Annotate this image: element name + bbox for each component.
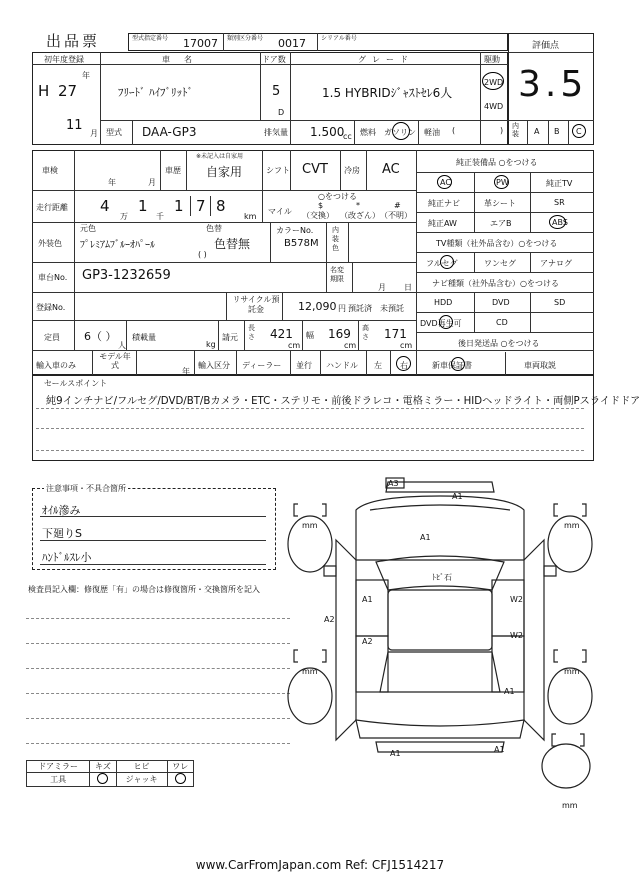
right-mirror <box>544 566 556 576</box>
displacement-label: 排気量 <box>264 128 288 137</box>
grade-value: 1.5 HYBRIDｼﾞｬｽﾄｾﾚ6人 <box>322 86 453 100</box>
model-designation-label: 型式指定番号 <box>132 35 169 42</box>
model-year-unit: 年 <box>182 367 190 376</box>
drive-label: 駆動 <box>484 55 500 64</box>
left-side <box>336 540 356 740</box>
star-mark: * <box>356 201 360 210</box>
height-value: 171 <box>384 327 407 341</box>
mm-front-left: mm <box>302 521 318 530</box>
cooler-label: 冷房 <box>344 166 360 175</box>
height-label: 高さ <box>362 324 369 341</box>
later-manual: 車両取説 <box>524 361 556 370</box>
legend-door-mirror: ドアミラー <box>27 761 90 773</box>
mileage-digit-5: 8 <box>216 197 226 215</box>
car-name: ﾌﾘｰﾄﾞ ﾊｲﾌﾞﾘｯﾄﾞ <box>118 86 193 99</box>
interior-grade-a: A <box>534 127 540 136</box>
kg-unit: kg <box>206 340 216 349</box>
right-side <box>524 540 544 740</box>
category-label: 類別区分番号 <box>227 35 264 42</box>
tv-oneseg: ワンセグ <box>484 259 516 268</box>
legend-jack: ジャッキ <box>116 773 167 787</box>
color-no-label: カラーNo. <box>276 226 314 235</box>
legend-table <box>26 760 194 787</box>
paint-label: 色替 <box>206 224 222 233</box>
displacement-value: 1.500 <box>310 125 345 139</box>
equip-leather: 革シート <box>484 199 516 208</box>
navi-dvd: DVD <box>492 298 510 307</box>
legend-tools: 工具 <box>27 773 90 787</box>
original-color-value: ﾌﾟﾚﾐｱﾑﾌﾞﾙｰｵﾊﾟｰﾙ <box>80 240 155 251</box>
length-label: 長さ <box>248 324 255 341</box>
interior-grade-b: B <box>554 127 560 136</box>
sales-box <box>32 375 594 461</box>
legend-jack-circle <box>167 773 193 787</box>
width-cm: cm <box>344 341 357 350</box>
length-value: 421 <box>270 327 293 341</box>
dealer-label: ディーラー <box>242 361 282 370</box>
diag-label-a1-bumper: A1 <box>452 492 463 501</box>
use-note: ※未記入は自家用 <box>196 153 244 160</box>
score-label: 評価点 <box>532 41 560 51</box>
type-value: DAA-GP3 <box>142 125 197 139</box>
model-designation-value: 17007 <box>183 37 218 50</box>
fuel-label: 燃料 <box>360 128 376 137</box>
navi-dvd-play: DVD再生可 <box>420 319 462 328</box>
rear-window <box>380 652 500 692</box>
page-title: 出品票 <box>46 32 101 50</box>
import-label: 輸入車のみ <box>36 361 76 370</box>
paint-value: 色替無 <box>214 237 251 251</box>
inspector-label: 検査員記入欄：修復歴「有」の場合は修復箇所・交換箇所を記入 <box>28 585 260 594</box>
equip-navi: 純正ナビ <box>428 199 460 208</box>
equip-abs: ABS <box>552 218 568 227</box>
interior-grade-c: C <box>576 127 582 136</box>
wheel-rear-right <box>548 668 592 724</box>
right-front-door <box>492 580 524 636</box>
fuel-light: 軽油 <box>424 128 440 137</box>
navi-title: ナビ種類（社外品含む）○をつける <box>432 279 559 288</box>
handle-right: 右 <box>400 361 408 370</box>
drive-2wd-circle <box>482 72 504 90</box>
shaken-label: 車検 <box>42 166 58 175</box>
cooler-value: AC <box>382 162 400 177</box>
import-type-label: 輸入区分 <box>198 361 230 370</box>
interior-color-label: 内装色 <box>332 226 339 252</box>
sales-label: セールスポイント <box>44 379 108 388</box>
cc-unit: cc <box>343 132 352 141</box>
load-label: 積載量 <box>132 333 156 342</box>
handle-right-circle <box>396 356 411 371</box>
mileage-digit-2: 1 <box>138 197 148 215</box>
legend-tools-circle <box>90 773 116 787</box>
legend-hibi: ヒビ <box>116 761 167 773</box>
equip-pw: PW <box>496 178 509 187</box>
mileage-digit-4: 7 <box>196 197 206 215</box>
left-front-door <box>356 580 388 636</box>
car-name-label: 車名 <box>162 55 206 64</box>
mm-front-right: mm <box>564 521 580 530</box>
navi-hdd: HDD <box>434 298 453 307</box>
name-change-label: 名変期限 <box>330 266 344 283</box>
equipment-title: 純正装備品 ○をつける <box>456 158 538 167</box>
mileage-digit-3: 1 <box>174 197 184 215</box>
doors-value: 5 <box>272 84 281 99</box>
parallel-label: 並行 <box>296 361 312 370</box>
sales-text: 純9インチナビ/フルセグ/DVD/BT/Bカメラ・ETC・ステリモ・前後ドラレコ・電格ミラー・HIDヘッドライト・両側Pスライドドア <box>46 396 640 407</box>
name-change-month: 月 <box>378 283 386 292</box>
recycle-value: 12,090 <box>298 300 337 313</box>
tv-fullseg: フルセグ <box>426 259 458 268</box>
recycle-label: リサイクル預託金 <box>232 295 280 314</box>
exterior-label: 外装色 <box>38 239 62 248</box>
front-bumper <box>386 482 494 492</box>
notes-label: 注意事項・不具合箇所 <box>46 484 126 493</box>
score-value: 3.5 <box>518 64 588 105</box>
chassis-value: GP3-1232659 <box>82 268 171 283</box>
tv-analog: アナログ <box>540 259 572 268</box>
equip-tv: 純正TV <box>546 179 573 188</box>
navi-dvd-play-circle <box>439 315 453 329</box>
year-unit: 年 <box>82 71 90 80</box>
later-warranty-circle <box>451 357 465 371</box>
first-reg-year: 27 <box>58 82 78 100</box>
fuel-gasoline-circle <box>392 122 410 140</box>
mileage-sen: 千 <box>156 212 164 221</box>
mm-rear-left: mm <box>302 667 318 676</box>
tampered-label: （改ざん） <box>340 211 380 220</box>
note-item-2: 下廻りS <box>42 527 82 540</box>
legend-kizu: キズ <box>90 761 116 773</box>
diag-label-w2-right-front: W2 <box>510 595 523 604</box>
first-reg-label: 初年度登録 <box>44 55 84 64</box>
right-rear-door <box>492 636 524 692</box>
original-color-label: 元色 <box>80 224 96 233</box>
later-title: 後日発送品 ○をつける <box>458 339 540 348</box>
equip-abs-circle <box>549 215 566 229</box>
car-damage-diagram <box>280 470 610 820</box>
navi-sd: SD <box>554 298 566 307</box>
exchange-label: （交換） <box>302 211 334 220</box>
later-warranty: 新車保証書 <box>432 361 472 370</box>
height-cm: cm <box>400 341 413 350</box>
doors-type: D <box>278 108 285 117</box>
hash-mark: # <box>394 201 401 210</box>
length-cm: cm <box>288 341 301 350</box>
wheel-rear-left <box>288 668 332 724</box>
first-reg-era: H <box>38 82 50 100</box>
capacity-label: 定員 <box>44 333 60 342</box>
chassis-label: 車台No. <box>38 273 68 282</box>
note-item-1: ｵｲﾙ滲み <box>42 504 81 517</box>
shift-value: CVT <box>302 162 328 177</box>
diag-label-w2-right-rear: W2 <box>510 631 523 640</box>
use-value: 自家用 <box>206 165 243 179</box>
mileage-km: km <box>244 212 257 221</box>
model-year-label: モデル年式 <box>99 352 131 370</box>
equip-sr: SR <box>554 198 565 207</box>
recycle-not-deposited: 未預託 <box>380 304 404 313</box>
serial-label: シリアル番号 <box>321 35 357 42</box>
shaken-month-unit: 月 <box>148 178 156 187</box>
list-price-label: 請元 <box>222 333 238 342</box>
mile-label: マイル <box>268 207 292 216</box>
month-unit: 月 <box>90 129 98 138</box>
equip-aw: 純正AW <box>428 219 457 228</box>
person-unit: 人 <box>118 341 126 350</box>
legend-ware: ワレ <box>167 761 193 773</box>
equip-ac-circle <box>437 175 452 189</box>
registration-label: 登録No. <box>36 303 66 312</box>
interior-label: 内装 <box>512 122 519 138</box>
navi-cd: CD <box>496 318 508 327</box>
doors-label: ドア数 <box>262 55 286 64</box>
unknown-label: （不明） <box>380 211 412 220</box>
fuel-gasoline: ガソリン <box>384 128 416 137</box>
footer-watermark: www.CarFromJapan.com Ref: CFJ1514217 <box>195 858 445 872</box>
mileage-digit-1: 4 <box>100 197 110 215</box>
type-label: 型式 <box>106 128 122 137</box>
capacity-value: 6（ ） <box>84 330 117 343</box>
mm-rear-right: mm <box>564 667 580 676</box>
drive-2wd: 2WD <box>484 78 504 87</box>
note-item-3: ﾊﾝﾄﾞﾙｽﾚ小 <box>42 551 92 564</box>
width-value: 169 <box>328 327 351 341</box>
equip-pw-circle <box>494 175 509 189</box>
equip-ac: AC <box>440 178 451 187</box>
recycle-deposited: 預託済 <box>348 304 372 313</box>
mileage-man: 万 <box>120 212 128 221</box>
spare-wheel <box>542 744 590 788</box>
mm-spare: mm <box>562 801 578 810</box>
rear-hatch <box>356 720 524 738</box>
equip-airbag: エアB <box>490 219 512 228</box>
interior-grade-c-circle <box>572 124 586 138</box>
handle-left: 左 <box>374 361 382 370</box>
width-label: 幅 <box>306 331 314 340</box>
recycle-unit: 円 <box>338 304 346 313</box>
mileage-label: 走行距離 <box>36 203 68 212</box>
diag-label-a2-left-rear: A2 <box>362 637 373 646</box>
roof <box>388 590 492 650</box>
diag-label-a2-left-side: A2 <box>324 615 335 624</box>
diag-label-a1-rear-right: A1 <box>504 687 515 696</box>
color-no-value: B578M <box>284 238 319 249</box>
name-change-day: 日 <box>404 283 412 292</box>
handle-label: ハンドル <box>326 361 358 370</box>
left-mirror <box>324 566 336 576</box>
shaken-year-unit: 年 <box>108 178 116 187</box>
paint-paren: ( ) <box>198 250 207 259</box>
dollar-mark: $ <box>318 201 324 210</box>
diag-label-a1-rear-bumper: A1 <box>390 749 401 758</box>
diag-label-a1-hood: A1 <box>420 533 431 542</box>
tv-fullseg-circle <box>440 255 454 269</box>
shift-label: シフト <box>266 166 290 175</box>
grade-label: グレード <box>358 55 414 64</box>
circle-note: ○をつける <box>318 192 357 201</box>
use-label: 車歴 <box>165 166 181 175</box>
diag-label-a3: A3 <box>388 479 399 488</box>
diag-label-tobiishi: ﾄﾋﾞ石 <box>432 573 452 582</box>
category-value: 0017 <box>278 37 306 50</box>
drive-4wd: 4WD <box>484 102 504 111</box>
diag-label-a1-left-front: A1 <box>362 595 373 604</box>
tv-title: TV種類（社外品含む）○をつける <box>436 239 558 248</box>
first-reg-month: 11 <box>66 118 83 133</box>
diag-label-a1-rear-corner: A1 <box>494 745 505 754</box>
